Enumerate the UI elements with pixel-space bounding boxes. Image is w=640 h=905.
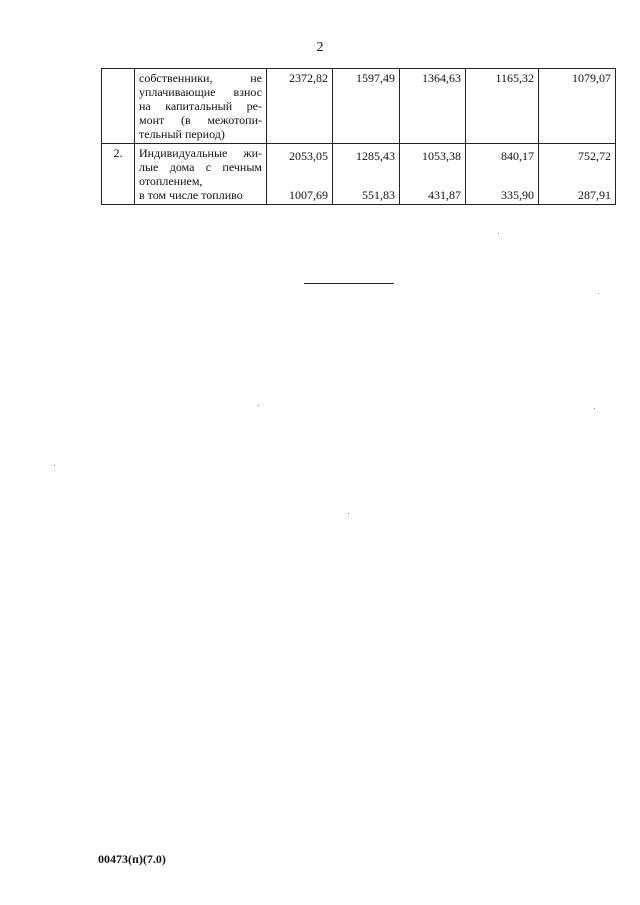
separator-line — [304, 283, 394, 284]
scan-speck — [258, 405, 259, 406]
description-line: тельный период) — [139, 127, 225, 141]
value-cell: 1079,07 — [539, 69, 616, 144]
value-cell: 2372,82 — [267, 69, 333, 144]
value-cell — [400, 144, 466, 205]
fuel-value: 335,90 — [501, 188, 534, 202]
scan-speck — [348, 513, 349, 514]
scan-speck — [498, 233, 499, 234]
value-cell — [466, 144, 539, 205]
table-row — [102, 144, 616, 205]
value-cell — [539, 144, 616, 205]
total-value: 1053,38 — [422, 149, 461, 163]
scan-speck — [598, 293, 599, 294]
scan-speck — [54, 465, 55, 466]
value-cell — [333, 144, 400, 205]
row-number-cell — [102, 69, 135, 144]
table-row — [102, 69, 616, 144]
total-value: 752,72 — [578, 149, 611, 163]
fuel-value: 1007,69 — [289, 188, 328, 202]
description-line: лые дома с печным — [139, 160, 262, 174]
value-cell — [267, 144, 333, 205]
total-value: 840,17 — [501, 149, 534, 163]
value-cell: 1597,49 — [333, 69, 400, 144]
document-code: 00473(п)(7.0) — [98, 852, 166, 866]
page-number: 2 — [316, 40, 324, 55]
description-line: уплачивающие взнос — [139, 85, 262, 99]
fuel-value: 431,87 — [428, 188, 461, 202]
description-line: Индивидуальные жи- — [139, 146, 262, 160]
fuel-value: 551,83 — [362, 188, 395, 202]
description-line: в том числе топливо — [139, 188, 243, 202]
description-line: на капитальный ре- — [139, 99, 262, 113]
total-value: 1285,43 — [356, 149, 395, 163]
fuel-value: 287,91 — [578, 188, 611, 202]
row-description — [135, 144, 267, 205]
scan-speck — [594, 408, 595, 409]
value-cell: 1165,32 — [466, 69, 539, 144]
row-description — [135, 69, 267, 144]
description-line: собственники, не — [139, 71, 262, 85]
value-cell: 1364,63 — [400, 69, 466, 144]
description-line: монт (в межотопи- — [139, 113, 262, 127]
total-value: 2053,05 — [289, 149, 328, 163]
tariff-table — [101, 68, 616, 205]
description-line: отоплением, — [139, 174, 203, 188]
row-number-cell: 2. — [102, 144, 135, 205]
